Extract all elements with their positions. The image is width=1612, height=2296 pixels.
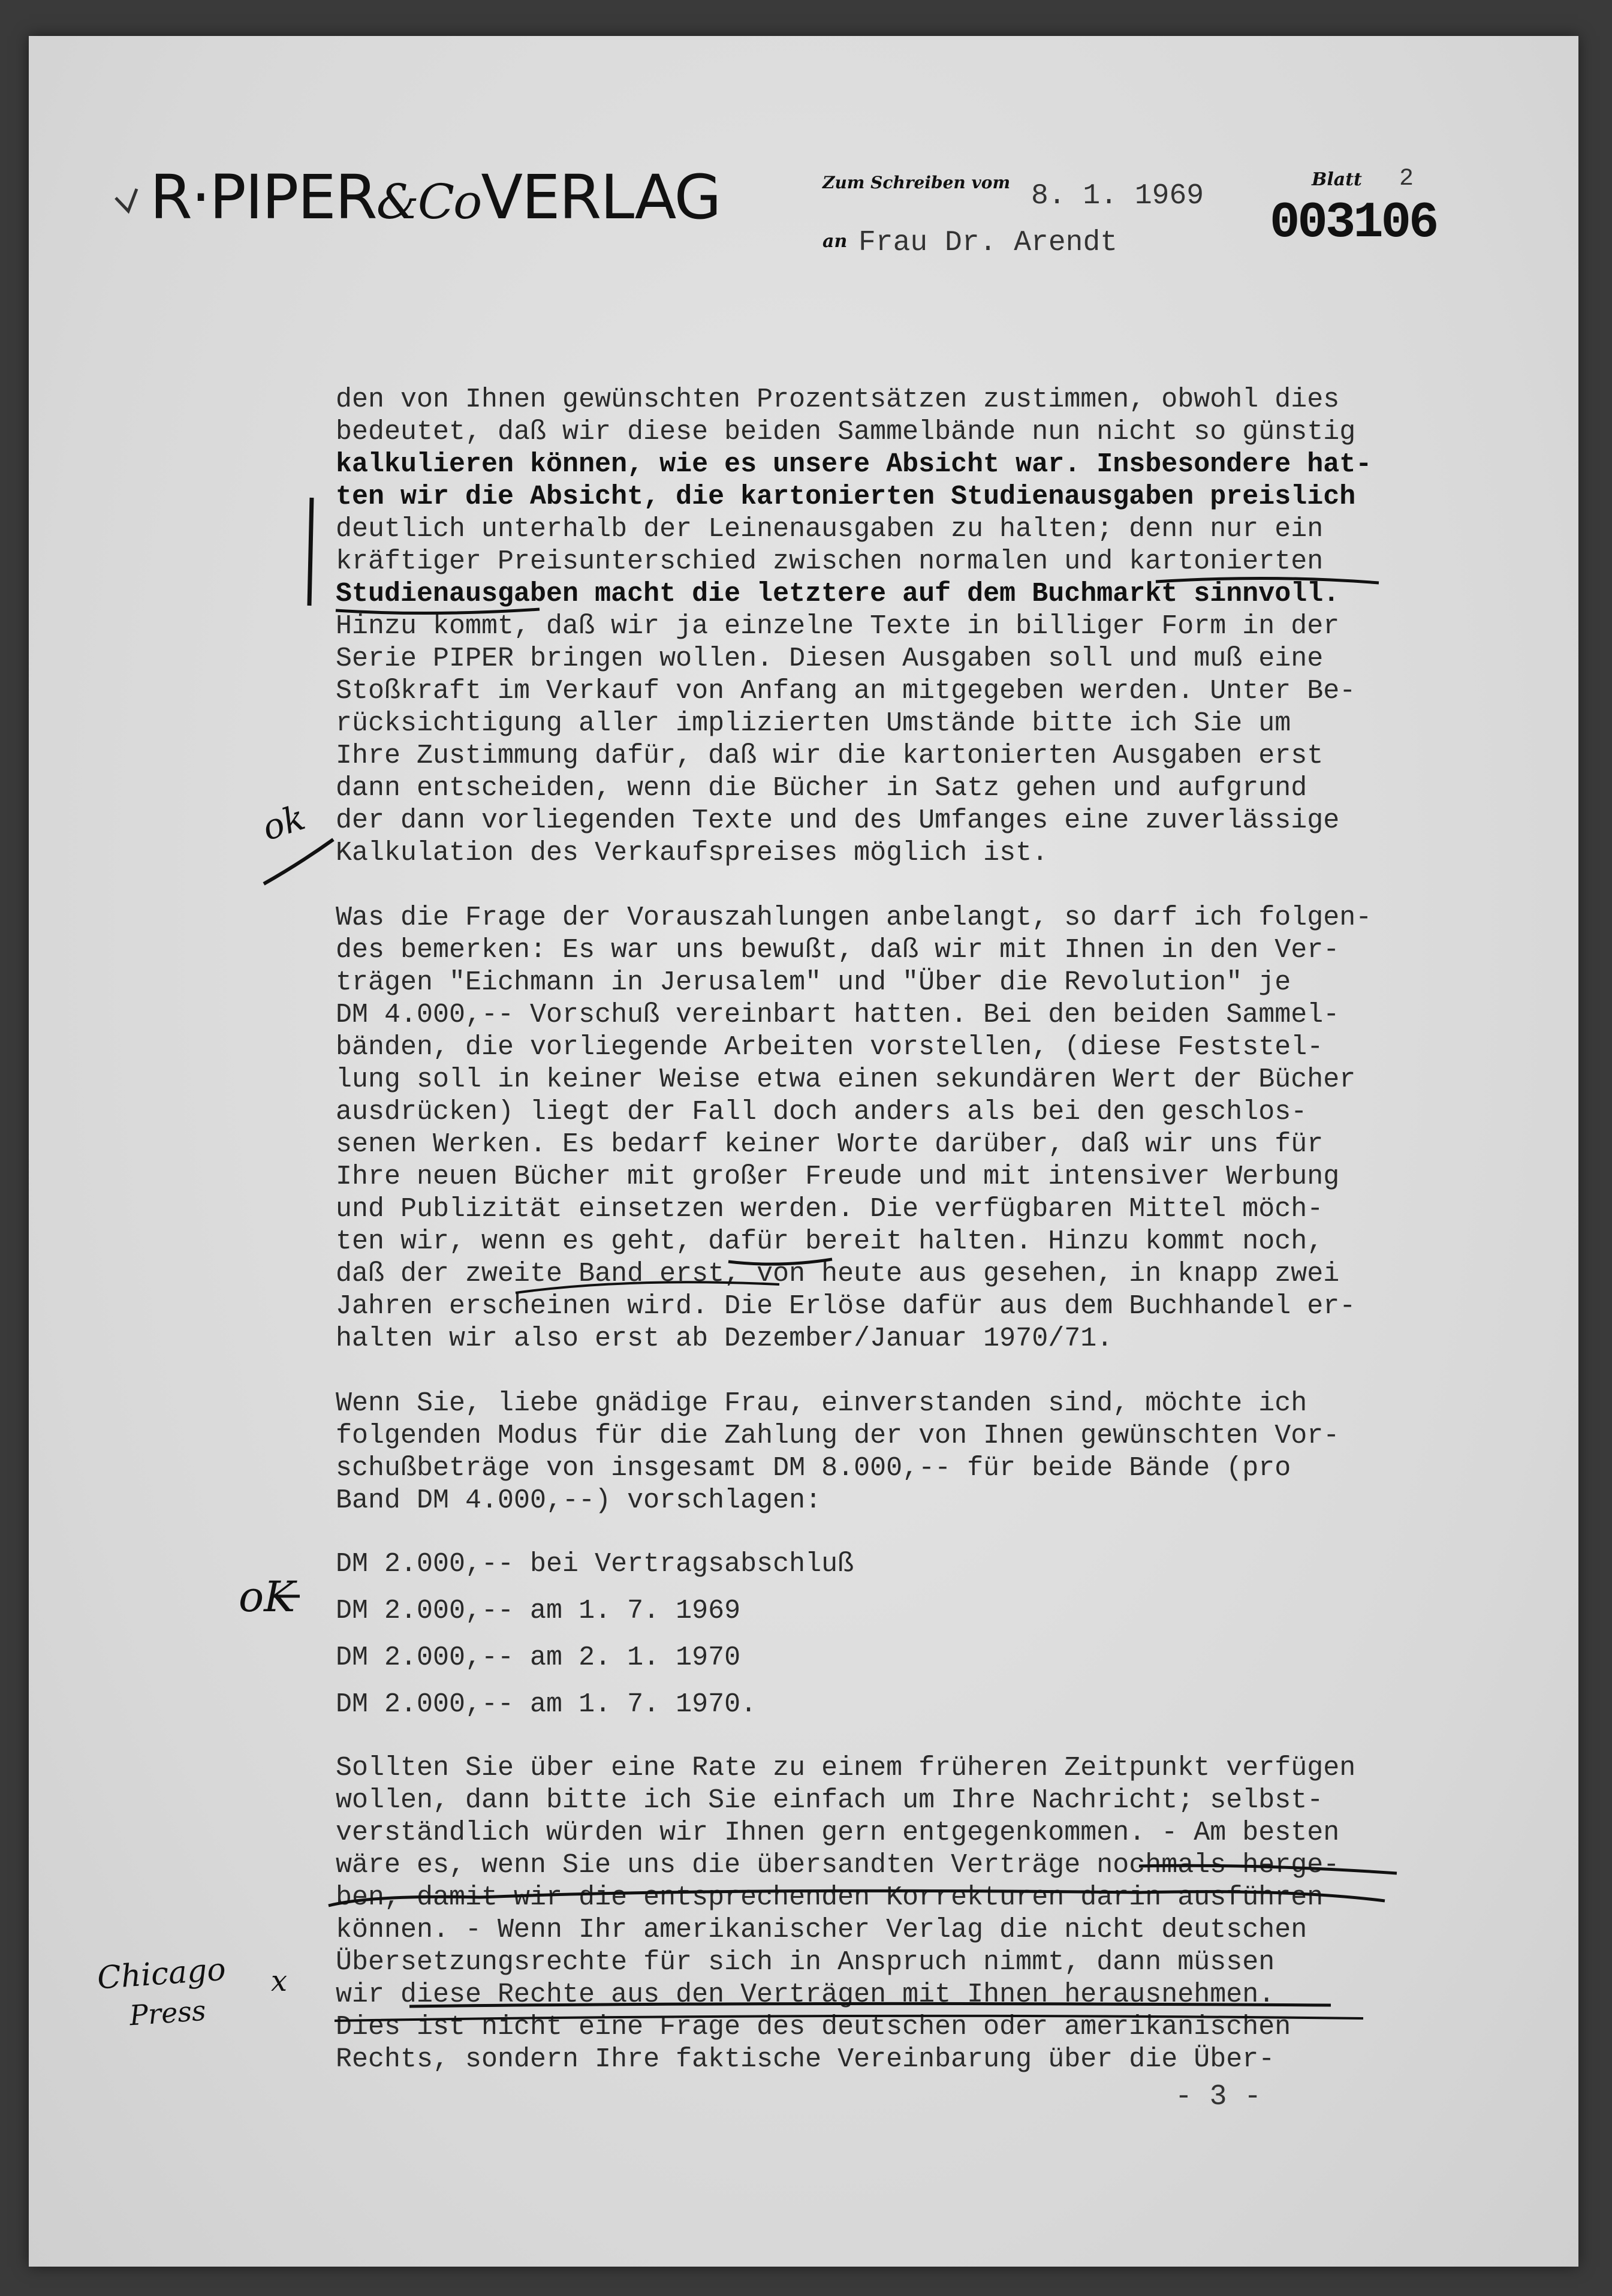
logo-part-1: R·PIPER xyxy=(150,162,376,233)
text-line: halten wir also erst ab Dezember/Januar 1970/71. xyxy=(336,1323,1113,1354)
text-line: dann entscheiden, wenn die Bücher in Satz gehen und aufgrund xyxy=(336,773,1307,804)
text-line: wollen, dann bitte ich Sie einfach um Ihre Nachricht; selbst- xyxy=(336,1785,1324,1816)
text-line: Studienausgaben macht die letztere auf dem Buchmarkt sinnvoll. xyxy=(336,579,1340,609)
payment-line: DM 2.000,-- am 1. 7. 1970. xyxy=(336,1689,757,1720)
handwritten-press-note: Press xyxy=(128,1994,207,2032)
text-line: Band DM 4.000,--) vorschlagen: xyxy=(336,1485,822,1516)
text-line: daß der zweite Band erst, von heute aus gesehen, in knapp zwei xyxy=(336,1259,1340,1289)
text-line: kräftiger Preisunterschied zwischen normalen und kartonierten xyxy=(336,546,1324,577)
logo-part-2: VERLAG xyxy=(481,162,721,233)
letter-body xyxy=(336,384,1439,2076)
handwritten-ok-note: ok xyxy=(257,796,310,849)
text-line: und Publizität einsetzen werden. Die verfügbaren Mittel möch- xyxy=(336,1194,1324,1224)
handwritten-chicago-note: Chicago xyxy=(96,1951,227,1997)
text-line: ben, damit wir die entsprechenden Korrekturen darin ausführen xyxy=(336,1882,1324,1913)
payment-line: DM 2.000,-- bei Vertragsabschluß xyxy=(336,1549,854,1579)
sheet-label: Blatt xyxy=(1312,169,1362,190)
handwritten-ok-note: oK xyxy=(239,1572,296,1621)
payment-line: DM 2.000,-- am 2. 1. 1970 xyxy=(336,1642,741,1673)
text-line: Sollten Sie über eine Rate zu einem früheren Zeitpunkt verfügen xyxy=(336,1753,1356,1783)
text-line: können. - Wenn Ihr amerikanischer Verlag die nicht deutschen xyxy=(336,1915,1307,1945)
payment-line: DM 2.000,-- am 1. 7. 1969 xyxy=(336,1596,741,1626)
recipient-name: Frau Dr. Arendt xyxy=(858,227,1118,259)
text-line: den von Ihnen gewünschten Prozentsätzen zustimmen, obwohl dies xyxy=(336,384,1340,415)
text-line: folgenden Modus für die Zahlung der von Ihnen gewünschten Vor- xyxy=(336,1421,1340,1451)
text-line: Hinzu kommt, daß wir ja einzelne Texte in billiger Form in der xyxy=(336,611,1340,642)
date-value: 8. 1. 1969 xyxy=(1031,180,1204,212)
sheet-value: 2 xyxy=(1399,165,1414,192)
paragraph-advances xyxy=(336,902,1439,1355)
to-label: an xyxy=(822,231,848,252)
text-line: Wenn Sie, liebe gnädige Frau, einverstanden sind, möchte ich xyxy=(336,1388,1307,1419)
text-line: Jahren erscheinen wird. Die Erlöse dafür aus dem Buchhandel er- xyxy=(336,1291,1356,1322)
page-number: - 3 - xyxy=(1175,2081,1262,2113)
paragraph-prices xyxy=(336,384,1439,869)
text-line: Stoßkraft im Verkauf von Anfang an mitgegeben werden. Unter Be- xyxy=(336,676,1356,706)
text-line: verständlich würden wir Ihnen gern entgegenkommen. - Am besten xyxy=(336,1817,1340,1848)
text-line: ausdrücken) liegt der Fall doch anders als bei den geschlos- xyxy=(336,1097,1307,1127)
text-line: DM 4.000,-- Vorschuß vereinbart hatten. Bei den beiden Sammel- xyxy=(336,1000,1340,1030)
text-line: ten wir, wenn es geht, dafür bereit halten. Hinzu kommt noch, xyxy=(336,1226,1324,1257)
text-line: senen Werken. Es bedarf keiner Worte darüber, daß wir uns für xyxy=(336,1129,1324,1160)
text-line: Ihre Zustimmung dafür, daß wir die kartonierten Ausgaben erst xyxy=(336,741,1324,771)
text-line: bedeutet, daß wir diese beiden Sammelbände nun nicht so günstig xyxy=(336,417,1356,447)
text-line: der dann vorliegenden Texte und des Umfanges eine zuverlässige xyxy=(336,805,1340,836)
logo-ampersand: &Co xyxy=(376,174,481,230)
text-line: Serie PIPER bringen wollen. Diesen Ausgaben soll und muß eine xyxy=(336,643,1324,674)
text-line: wäre es, wenn Sie uns die übersandten Verträge nochmals herge- xyxy=(336,1850,1340,1880)
text-line: Rechts, sondern Ihre faktische Vereinbarung über die Über- xyxy=(336,2044,1275,2075)
payment-schedule xyxy=(336,1541,1439,1728)
text-line: des bemerken: Es war uns bewußt, daß wir mit Ihnen in den Ver- xyxy=(336,935,1340,965)
text-line: trägen "Eichmann in Jerusalem" und "Über die Revolution" je xyxy=(336,967,1291,998)
publisher-logo xyxy=(150,162,721,233)
text-line: Was die Frage der Vorauszahlungen anbelangt, so darf ich folgen- xyxy=(336,902,1372,933)
date-label: Zum Schreiben vom xyxy=(822,173,1011,192)
paragraph-payment-proposal xyxy=(336,1388,1439,1517)
text-line: schußbeträge von insgesamt DM 8.000,-- für beide Bände (pro xyxy=(336,1453,1291,1483)
text-line: deutlich unterhalb der Leinenausgaben zu halten; denn nur ein xyxy=(336,514,1324,544)
text-line: Ihre neuen Bücher mit großer Freude und mit intensiver Werbung xyxy=(336,1161,1340,1192)
text-line: Übersetzungsrechte für sich in Anspruch nimmt, dann müssen xyxy=(336,1947,1275,1978)
text-line: lung soll in keiner Weise etwa einen sekundären Wert der Bücher xyxy=(336,1064,1356,1095)
archive-number-stamp: 003106 xyxy=(1270,195,1437,252)
text-line: wir diese Rechte aus den Verträgen mit Ihnen herausnehmen. xyxy=(336,1979,1275,2010)
text-line: ten wir die Absicht, die kartonierten Studienausgaben preislich xyxy=(336,482,1356,512)
text-line: Kalkulation des Verkaufspreises möglich ist. xyxy=(336,838,1048,868)
text-line: Dies ist nicht eine Frage des deutschen oder amerikanischen xyxy=(336,2012,1291,2042)
text-line: bänden, die vorliegende Arbeiten vorstellen, (diese Feststel- xyxy=(336,1032,1324,1063)
paragraph-contracts xyxy=(336,1752,1439,2076)
text-line: rücksichtigung aller implizierten Umstände bitte ich Sie um xyxy=(336,708,1291,739)
handwritten-cross-mark: x xyxy=(271,1964,288,1998)
text-line: kalkulieren können, wie es unsere Absicht war. Insbesondere hat- xyxy=(336,449,1372,480)
